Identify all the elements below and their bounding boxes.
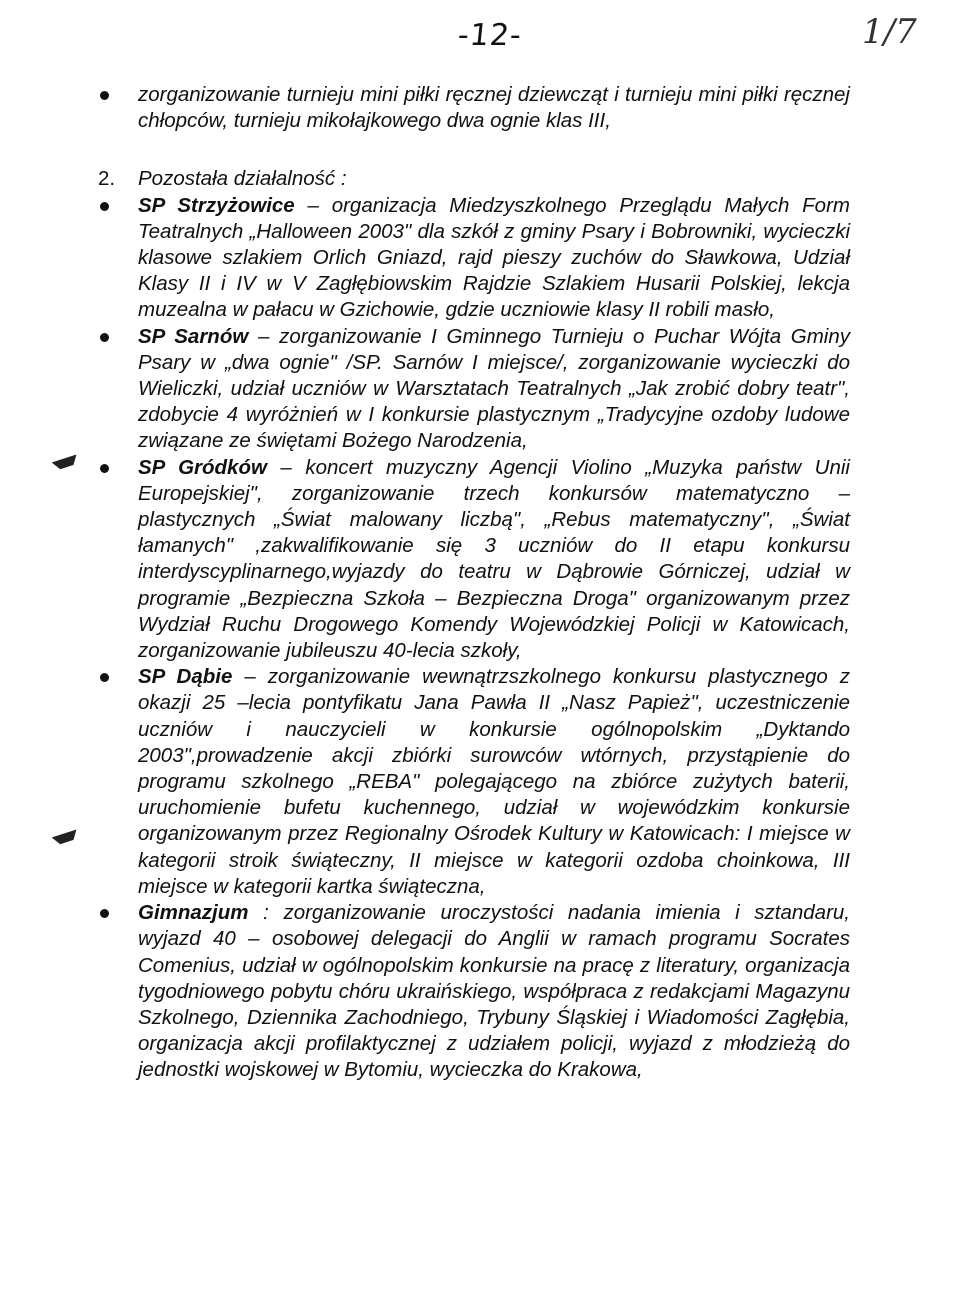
list-item: [98, 324, 850, 455]
school-name: SP Strzyżowice: [138, 193, 295, 217]
list-item: [98, 82, 850, 134]
bullet-icon: [100, 333, 109, 342]
list-item-text: zorganizowanie turnieju mini piłki ręcznej dziewcząt i turnieju mini piłki ręcznej chłopców, turnieju mikołajkowego dwa ognie klas III,: [138, 83, 850, 133]
list-item-text: organizacja Miedzyszkolnego Przeglądu Małych Form Teatralnych „Halloween 2003" dla szkół z gminy Psary i Bobrowniki, wycieczki klasowe szlakiem Orlich Gniazd, rajd pieszy zuchów do Sławkowa, Udział Klasy II i IV w V Zagłębiowskim Rajdzie Szlakiem Husarii Polskiej, lekcja muzealna w pałacu w Gzichowie, gdzie uczniowie klasy II robili masło,: [138, 193, 850, 322]
bullet-icon: [100, 909, 109, 918]
school-name: SP Gródków: [138, 455, 267, 479]
school-name: SP Sarnów: [138, 324, 249, 348]
separator: –: [294, 193, 332, 217]
section-number: 2.: [98, 167, 116, 191]
section-heading: [98, 166, 850, 192]
list-item: [98, 900, 850, 1083]
bullet-icon: [100, 673, 109, 682]
list-item-text: koncert muzyczny Agencji Violino „Muzyka państw Unii Europejskiej", zorganizowanie trzech konkursów matematyczno – plastycznych „Świat malowany liczbą", „Rebus matematyczny", „Świat łamanych" ,zakwalifikowanie się 3 uczniów do II etapu konkursu interdyscyplinarnego,wyjazdy do teatru w Dąbrowie Górniczej, udział w programie „Bezpieczna Szkoła – Bezpieczna Droga" organizowanym przez Wydział Ruchu Drogowego Komendy Wojewódzkiej Policji w Katowicach, zorganizowanie jubileuszu 40-lecia szkoły,: [138, 455, 850, 663]
list-item: [98, 193, 850, 324]
bullet-icon: [100, 464, 109, 473]
margin-check-mark: [52, 454, 83, 480]
list-item-text: zorganizowanie uroczystości nadania imienia i sztandaru, wyjazd 40 – osobowej delegacji do Anglii w ramach programu Socrates Comenius, udział w ogólnopolskim konkursie na pracę z literatury, organizacja tygodniowego pobytu chóru ukraińskiego, współpraca z redakcjami Magazynu Szkolnego, Dziennika Zachodniego, Trybuny Śląskiej i Wiadomości Zagłębia, organizacja akcji profilaktycznej z udziałem policji, wyjazd z młodzieżą do jednostki wojskowej w Bytomiu, wycieczka do Krakowa,: [138, 901, 850, 1082]
separator: :: [248, 901, 284, 925]
page-number: -12-: [456, 18, 524, 53]
separator: –: [232, 665, 268, 689]
list-item-text: zorganizowanie I Gminnego Turnieju o Puchar Wójta Gminy Psary w „dwa ognie" /SP. Sarnów I miejsce/, zorganizowanie wycieczki do Wieliczki, udział uczniów w Warsztatach Teatralnych „Jak zrobić dobry teatr", zdobycie 4 wyróżnień w I konkursie plastycznym „Tradycyjne ozdoby ludowe związane ze świętami Bożego Narodzenia,: [138, 324, 851, 453]
separator: –: [248, 324, 280, 348]
separator: –: [266, 455, 306, 479]
document-body: [98, 82, 850, 1084]
section-title: Pozostała działalność :: [138, 167, 347, 191]
list-item-text: zorganizowanie wewnątrzszkolnego konkursu plastycznego z okazji 25 –lecia pontyfikatu Jana Pawła II „Nasz Papież", uczestniczenie uczniów i nauczycieli w konkursie ogólnopolskim „Dyktando 2003",prowadzenie akcji zbiórki surowców wtórnych, przystąpienie do programu szkolnego „REBA" polegającego na zbiórce zużytych baterii, uruchomienie bufetu kuchennego, udział w wojewódzkim konkursie organizowanym przez Regionalny Ośrodek Kultury w Katowicach: I miejsce w kategorii stroik świąteczny, II miejsce w kategorii ozdoba choinkowa, III miejsce w kategorii kartka świąteczna,: [138, 665, 850, 898]
bullet-icon: [100, 91, 109, 100]
handwritten-page-mark: 1/7: [862, 12, 917, 52]
margin-check-mark: [52, 829, 83, 855]
school-name: Gimnazjum: [138, 901, 249, 925]
list-item: [98, 455, 850, 665]
list-item: [98, 664, 850, 900]
bullet-icon: [100, 202, 109, 211]
school-name: SP Dąbie: [138, 665, 233, 689]
